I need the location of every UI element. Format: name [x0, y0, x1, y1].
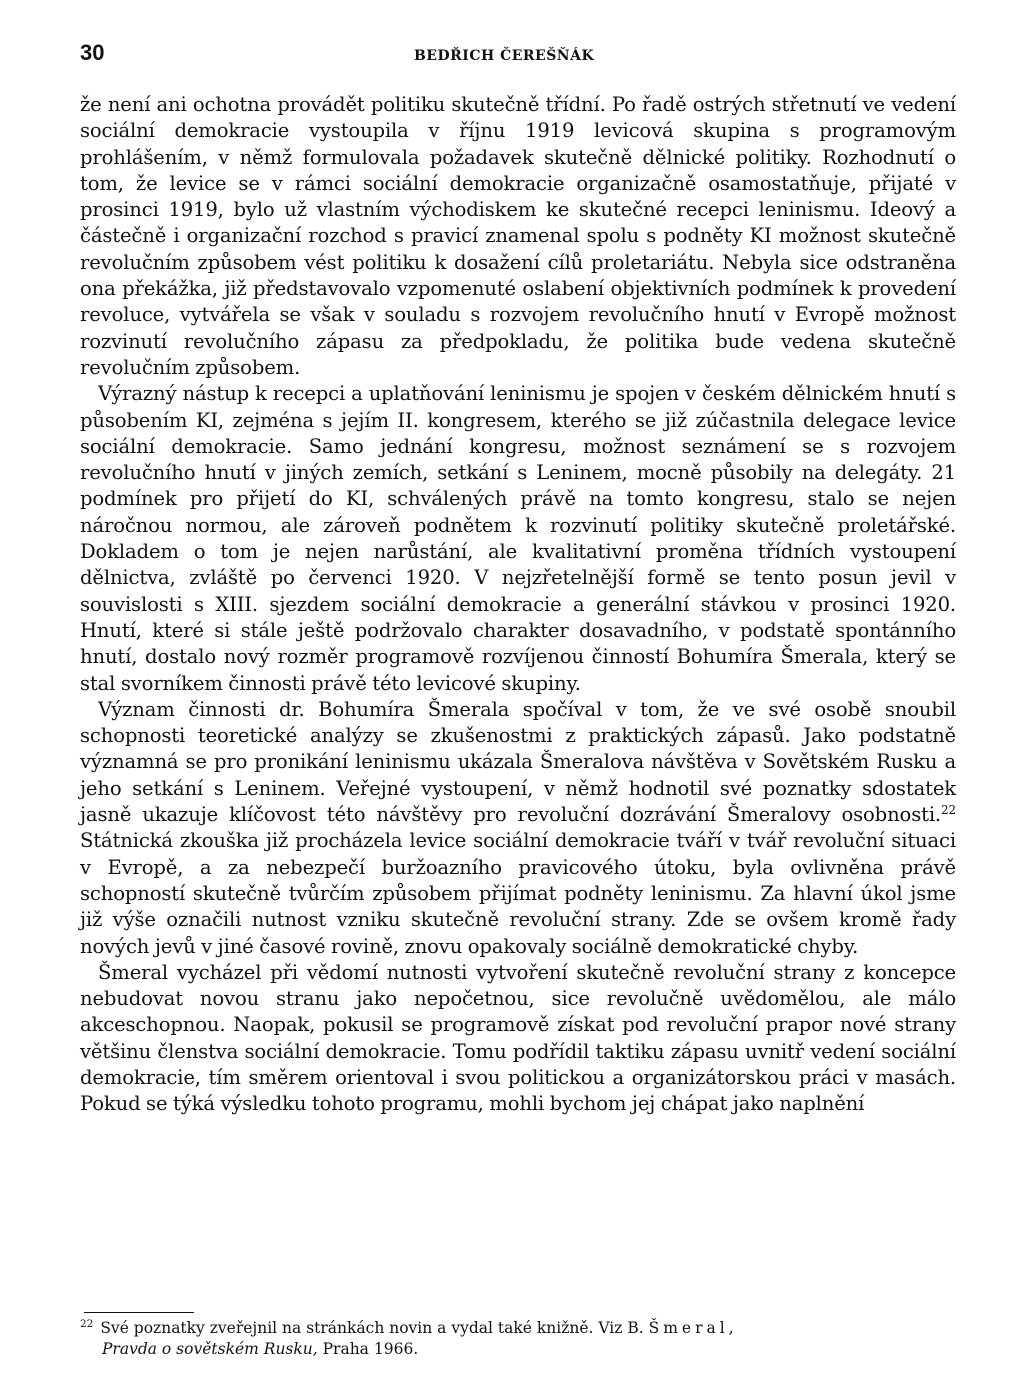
- body-text: [80, 92, 956, 1118]
- paragraph-4: Šmeral vycházel při vědomí nutnosti vytvoření skutečně revoluční strany z koncepce nebudovat novou stranu jako nepočetnou, sice revolučně uvědomělou, ale málo akceschopnou. Naopak, pokusil se programově získat pod revoluční prapor nové strany většinu členstva sociální demokracie. Tomu podřídil taktiku zápasu uvnitř vedení sociální demokracie, tím směrem orientoval i svou politickou a organizátorskou práci v masách. Pokud se týká výsledku tohoto programu, mohli bychom jej chápat jako naplnění: [80, 960, 956, 1116]
- paragraph-3-text: Význam činnosti dr. Bohumíra Šmerala spočíval v tom, že ve své osobě snoubil schopnosti teoretické analýzy se zkušenostmi z praktických zápasů. Jako podstatně významná se pro pronikání leninismu ukázala Šmeralova návštěva v Sovětském Rusku a jeho setkání s Leninem. Veřejné vystoupení, v němž hodnotil své poznatky sdostatek jasně ukazuje klíčovost této návštěvy pro revoluční dozrávání Šmeralovy osobnosti.: [80, 697, 956, 827]
- paragraph-1: že není ani ochotna provádět politiku skutečně třídní. Po řadě ostrých střetnutí ve vedení sociální demokracie vystoupila v říjnu 1919 levicová skupina s programovým prohlášením, v němž formulovala požadavek skutečně dělnické politiky. Rozhodnutí o tom, že levice se v rámci sociální demokracie organizačně osamostatňuje, přijaté v prosinci 1919, bylo už vlastním východiskem ke skutečné recepci leninismu. Ideový a částečně i organizační rozchod s pravicí znamenal spolu s podněty KI možnost skutečně revolučním způsobem vést politiku k dosažení cílů proletariátu. Nebyla sice odstraněna ona překážka, již představovalo vzpomenuté oslabení objektivních podmínek k provedení revoluce, vytvářela se však v souladu s rozvojem revolučního hnutí v Evropě možnost rozvinutí revolučního zápasu za předpokladu, že politika bude vedena skutečně revolučním způsobem.: [80, 93, 956, 379]
- paragraph-3: [80, 697, 956, 960]
- page-number: 30: [80, 40, 105, 65]
- footnote-separator: [84, 1312, 194, 1313]
- footnote-rest: Praha 1966.: [322, 1340, 419, 1358]
- footnote-author: Šmeral,: [648, 1319, 738, 1337]
- footnote-reference: 22: [941, 803, 956, 818]
- footnote-text: Své poznatky zveřejnil na stránkách novin a vydal také knižně. Viz B.: [100, 1319, 644, 1337]
- page-header: [80, 40, 962, 76]
- paragraph-2: Výrazný nástup k recepci a uplatňování leninismu je spojen v českém dělnickém hnutí s působením KI, zejména s jejím II. kongresem, kterého se již zúčastnila delegace levice sociální demokracie. Samo jednání kongresu, možnost seznámení se s rozvojem revolučního hnutí v jiných zemích, setkání s Leninem, mocně působily na delegáty. 21 podmínek pro přijetí do KI, schválených právě na tomto kongresu, stalo se nejen náročnou normou, ale zároveň podnětem k rozvinutí politiky skutečně proletářské. Dokladem o tom je nejen narůstání, ale kvalitativní proměna třídních vystoupení dělnictva, zvláště po červenci 1920. V nejzřetelnější formě se tento posun jevil v souvislosti s XIII. sjezdem sociální demokracie a generální stávkou v prosinci 1920. Hnutí, které si stále ještě podržovalo charakter dosavadního, v podstatě spontánního hnutí, dostalo nový rozměr programově rozvíjenou činností Bohumíra Šmerala, který se stal svorníkem činnosti právě této levicové skupiny.: [80, 382, 956, 695]
- footnote-line-2: [80, 1339, 956, 1360]
- footnote-title: Pravda o sovětském Rusku,: [102, 1340, 318, 1358]
- running-head: BEDŘICH ČEREŠŇÁK: [414, 48, 595, 64]
- paragraph-3-text-after: Státnická zkouška již procházela levice sociální demokracie tváří v tvář revoluční situaci v Evropě, a za nebezpečí buržoazního pravicového útoku, byla ovlivněna právě schopností skutečně tvůrčím způsobem přijímat podněty leninismu. Za hlavní úkol jsme již výše označili nutnost vzniku skutečně revoluční strany. Zde se ovšem kromě řady nových jevů v jiné časové rovině, znovu opakovaly sociálně demokratické chyby.: [80, 829, 956, 958]
- footnote-number: 22: [80, 1318, 94, 1330]
- footnote: [80, 1318, 956, 1360]
